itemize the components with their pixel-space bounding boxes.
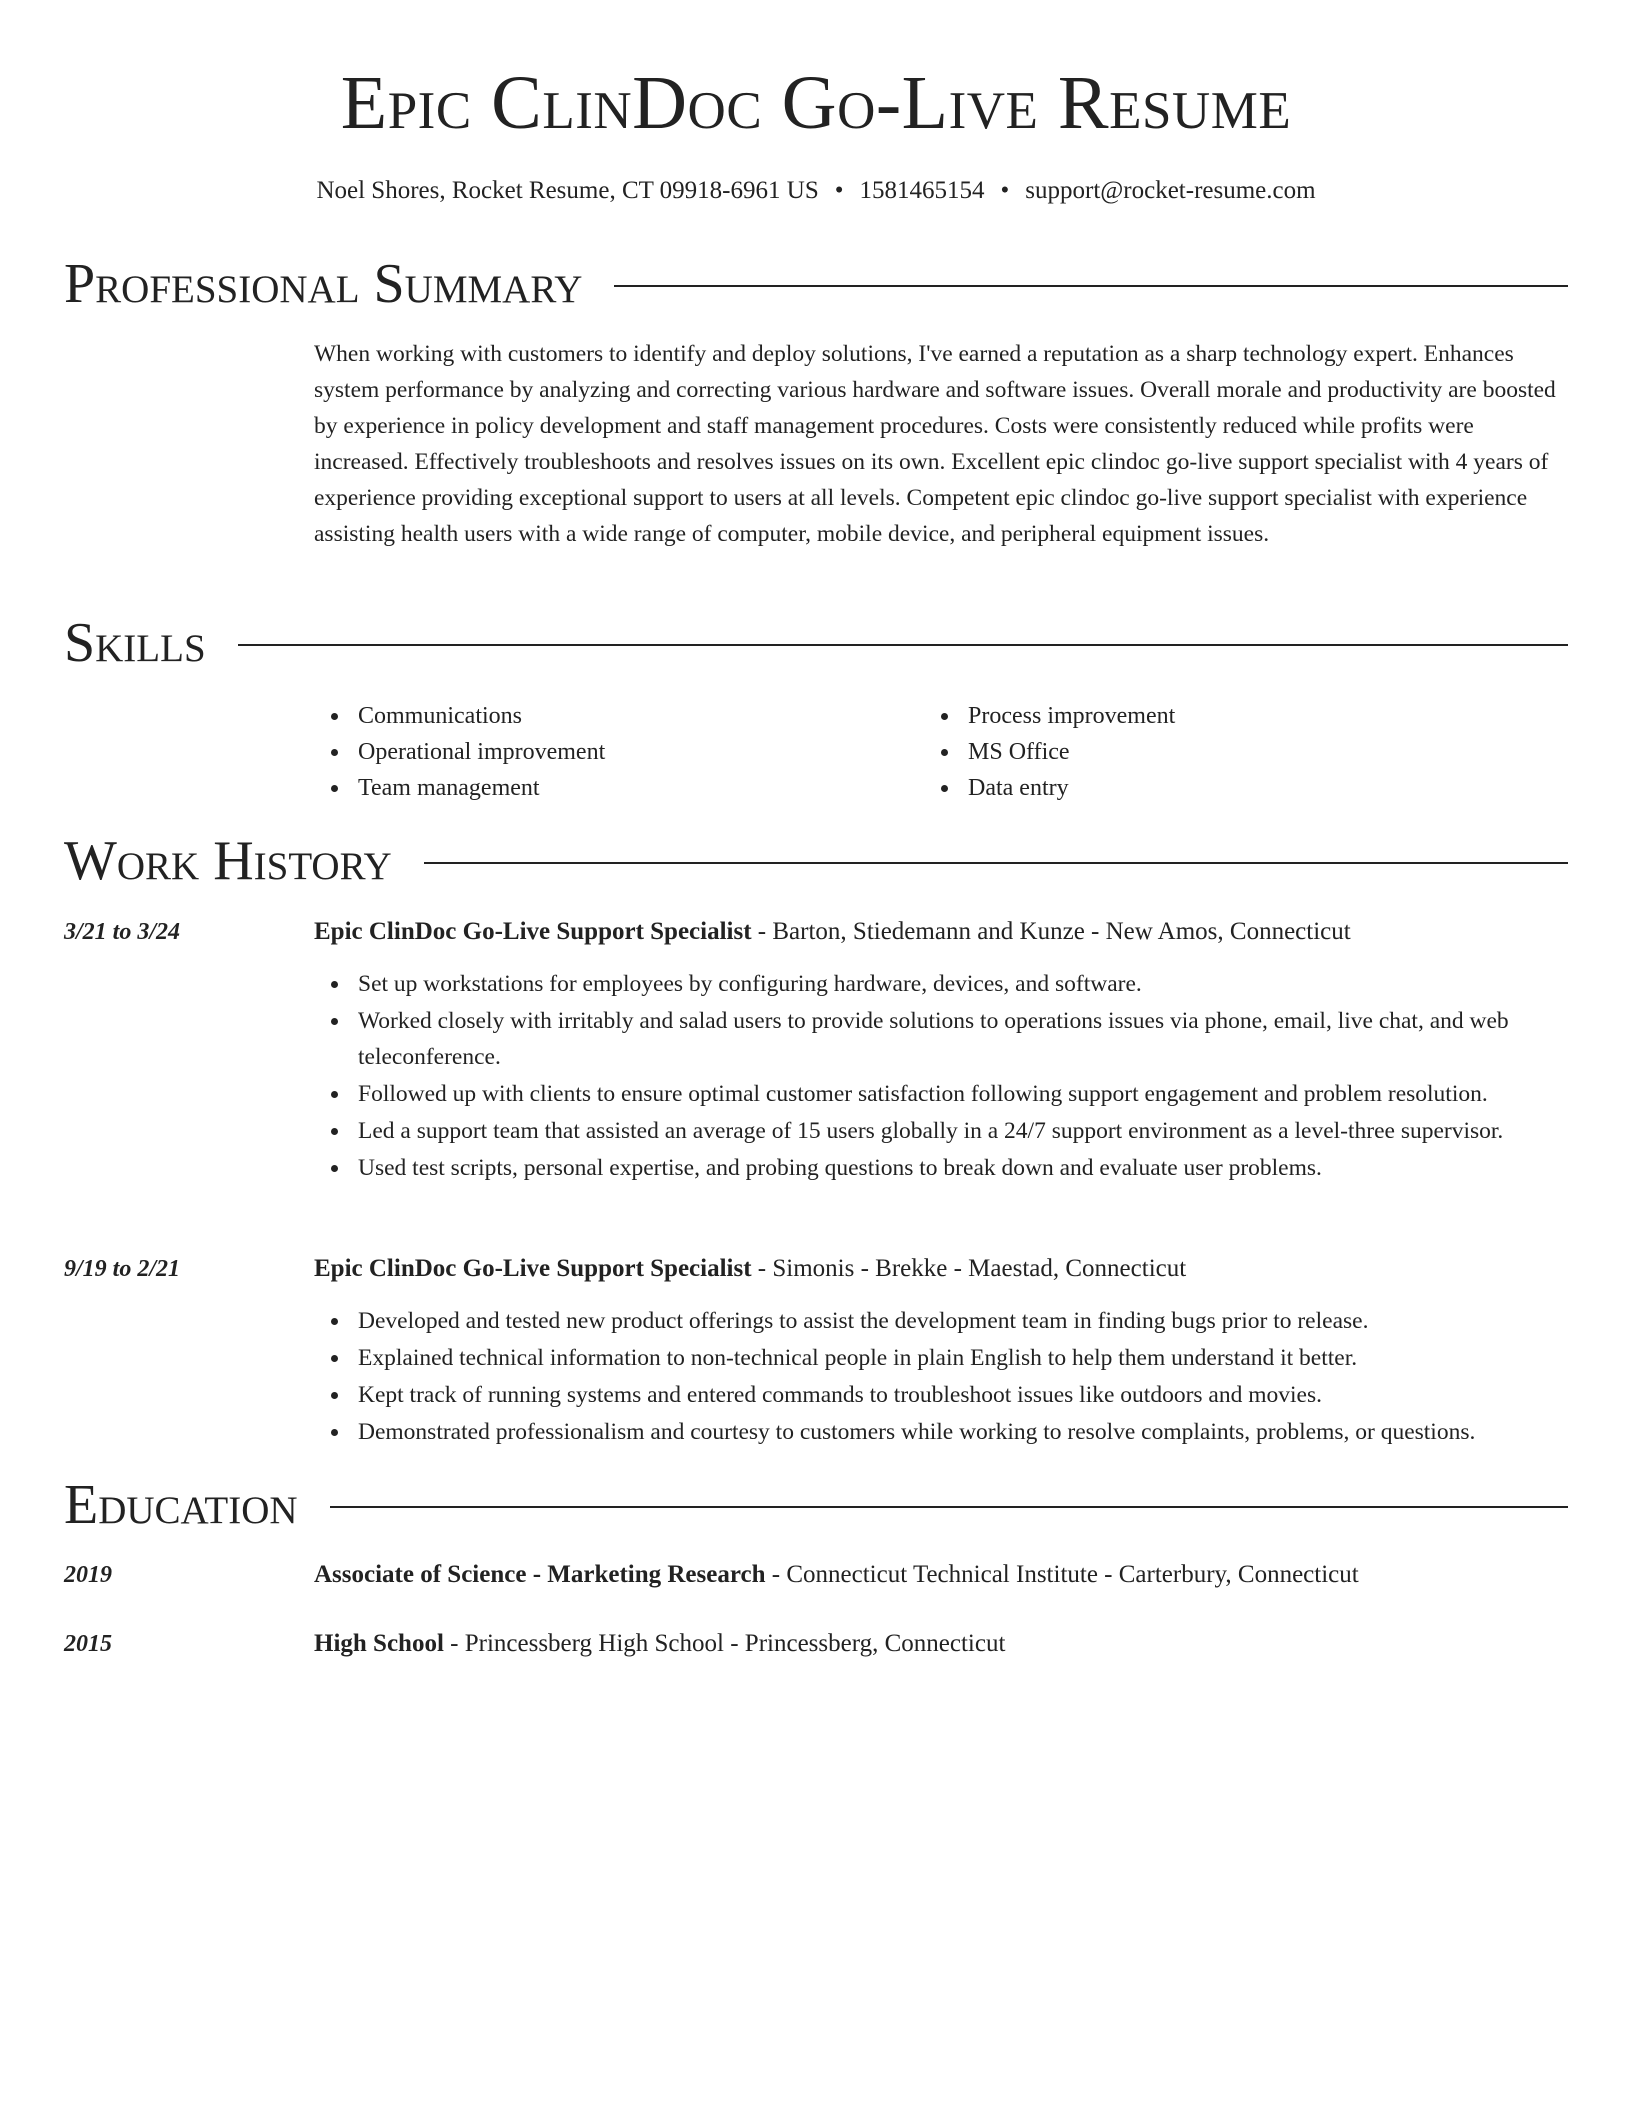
job-heading — [314, 914, 1568, 950]
job-title: Epic ClinDoc Go-Live Support Specialist — [314, 1255, 752, 1282]
skills-list-right — [924, 698, 1524, 806]
contact-line — [0, 174, 1632, 208]
education-degree: High School — [314, 1630, 444, 1657]
job-bullets — [314, 1303, 1568, 1451]
contact-address: Noel Shores, Rocket Resume, CT 09918-6961 US — [316, 177, 819, 204]
skill-item: Data entry — [924, 770, 1524, 806]
work-heading: Work History — [64, 830, 392, 892]
work-section-header — [64, 829, 1568, 893]
summary-section-header — [64, 252, 1568, 316]
contact-phone: 1581465154 — [859, 177, 985, 204]
skills-heading: Skills — [64, 612, 206, 674]
education-entry — [314, 1557, 1568, 1593]
job-bullet: Worked closely with irritably and salad users to provide solutions to operations issues via phone, email, live chat, and web teleconference. — [314, 1003, 1568, 1075]
job-bullet: Led a support team that assisted an average of 15 users globally in a 24/7 support environment as a level-three supervisor. — [314, 1113, 1568, 1149]
education-year: 2015 — [64, 1631, 112, 1657]
job-employer: - Barton, Stiedemann and Kunze - New Amos, Connecticut — [751, 918, 1351, 945]
job-dates: 9/19 to 2/21 — [64, 1256, 181, 1282]
contact-email: support@rocket-resume.com — [1025, 177, 1316, 204]
section-divider — [424, 862, 1568, 864]
section-divider — [330, 1506, 1568, 1508]
job-bullet: Followed up with clients to ensure optimal customer satisfaction following support engagement and problem resolution. — [314, 1076, 1568, 1112]
summary-text: When working with customers to identify and deploy solutions, I've earned a reputation as a sharp technology expert. Enhances system performance by analyzing and correcting various hardware and software issues. Overall morale and productivity are boosted by experience in policy development and staff management procedures. Costs were consistently reduced while profits were increased. Effectively troubleshoots and resolves issues on its own. Excellent epic clindoc go-live support specialist with 4 years of experience providing exceptional support to users at all levels. Competent epic clindoc go-live support specialist with experience assisting health users with a wide range of computer, mobile device, and peripheral equipment issues. — [314, 341, 1556, 547]
contact-separator: • — [1000, 177, 1010, 204]
job-bullet: Developed and tested new product offerings to assist the development team in finding bugs prior to release. — [314, 1303, 1568, 1339]
job-title: Epic ClinDoc Go-Live Support Specialist — [314, 918, 752, 945]
job-bullet: Set up workstations for employees by configuring hardware, devices, and software. — [314, 966, 1568, 1002]
education-section-header — [64, 1473, 1568, 1537]
education-school: - Connecticut Technical Institute - Carterbury, Connecticut — [765, 1561, 1359, 1588]
resume-title: Epic ClinDoc Go-Live Resume — [340, 61, 1292, 145]
section-divider — [238, 644, 1568, 646]
education-heading: Education — [64, 1474, 298, 1536]
job-bullet: Explained technical information to non-technical people in plain English to help them understand it better. — [314, 1340, 1568, 1376]
education-school: - Princessberg High School - Princessberg, Connecticut — [443, 1630, 1006, 1657]
skills-list-left — [314, 698, 914, 806]
job-bullets — [314, 966, 1568, 1187]
job-bullet: Demonstrated professionalism and courtesy to customers while working to resolve complaints, problems, or questions. — [314, 1414, 1568, 1450]
skill-item: MS Office — [924, 734, 1524, 770]
job-bullet: Kept track of running systems and entered commands to troubleshoot issues like outdoors and movies. — [314, 1377, 1568, 1413]
skill-item: Team management — [314, 770, 914, 806]
skill-item: Process improvement — [924, 698, 1524, 734]
summary-heading: Professional Summary — [64, 253, 583, 315]
education-degree: Associate of Science - Marketing Research — [314, 1561, 766, 1588]
contact-separator: • — [834, 177, 844, 204]
job-heading — [314, 1251, 1568, 1287]
section-divider — [614, 285, 1568, 287]
skills-section-header — [64, 611, 1568, 675]
job-dates: 3/21 to 3/24 — [64, 919, 181, 945]
education-entry — [314, 1626, 1568, 1662]
job-employer: - Simonis - Brekke - Maestad, Connecticut — [751, 1255, 1187, 1282]
job-bullet: Used test scripts, personal expertise, and probing questions to break down and evaluate user problems. — [314, 1150, 1568, 1186]
skill-item: Communications — [314, 698, 914, 734]
skill-item: Operational improvement — [314, 734, 914, 770]
education-year: 2019 — [64, 1562, 112, 1588]
